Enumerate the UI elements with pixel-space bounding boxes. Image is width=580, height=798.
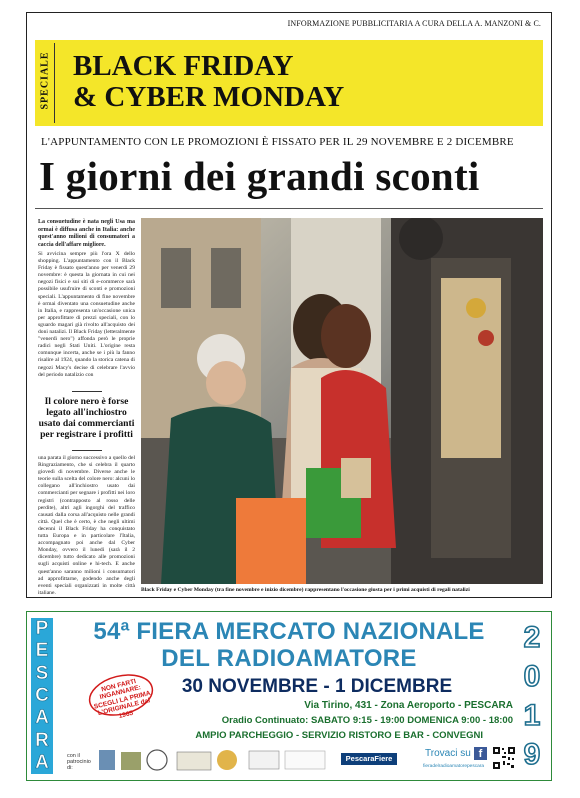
year-digit: 0	[523, 659, 541, 693]
pescara-letter: C	[35, 684, 49, 706]
pull-quote-rule-top	[72, 391, 102, 392]
banner-title-line2: & CYBER MONDAY	[73, 81, 345, 113]
info-line: INFORMAZIONE PUBBLICITARIA A CURA DELLA A. MANZONI & C.	[287, 19, 541, 28]
year-vertical	[518, 618, 546, 774]
speciale-label	[40, 43, 55, 123]
trovaci-url: fieradelradioamatorepescara	[423, 764, 485, 769]
pull-quote-rule-bottom	[72, 450, 102, 451]
year-digit: 1	[523, 698, 541, 732]
year-digit: 2	[523, 620, 541, 654]
patronage-label: con il patrocinio di:	[67, 753, 91, 771]
ad-title-line2: DEL RADIOAMATORE	[161, 645, 417, 672]
ad-dates: 30 NOVEMBRE - 1 DICEMBRE	[181, 676, 453, 697]
subheadline: L'APPUNTAMENTO CON LE PROMOZIONI È FISSATO PER IL 29 NOVEMBRE E 2 DICEMBRE	[41, 136, 514, 148]
headline: I giorni dei grandi sconti	[39, 153, 480, 199]
pescara-letter: P	[35, 618, 49, 640]
article-body-part1: Si avvicina sempre più l'ora X dello shopping. L'appuntamento con il Black Friday è fissato quest'anno per venerdì 29 novembre: è questa la giornata in cui nei negozi fisici e sui siti di e-commerce sarà possibile usufruire di sconti e promozioni speciali. L'appuntamento di fine novembre è ormai diventato una consuetudine anche in Italia, e rappresenta un'occasione unica per approfittare di prezzi speciali, con lo sguardo magari già rivolto all'acquisto dei doni natalizi. Il Black Friday (letteralmente "venerdì nero") affonda però le proprie radici negli Stati Uniti. L'origine resta comunque incerta, anche se i più la fanno risalire al 1924, quando la storica catena di negozi Macy's decise di celebrare l'avvio del periodo natalizio con	[38, 251, 135, 378]
speciale-text: SPECIALE	[39, 51, 51, 110]
pescara-fiere-logo: PescaraFiere	[341, 753, 397, 765]
year-digit: 9	[523, 737, 541, 771]
banner-title-line1: BLACK FRIDAY	[73, 50, 294, 82]
article-body-part2: una parata il giorno successivo a quello del Ringraziamento, che si celebra il quarto giovedì di novembre. Diverse anche le teorie sulla scelta del colore nero: alcuni lo collegano all'inchiostro usato dai commercianti per segnare i profitti nei loro registri (contrapposto al rosso delle perdite), altri agli ingorghi del traffico causati dalla corsa all'acquisto nelle grandi città. Quel che è certo, è che negli ultimi decenni il Black Friday ha conquistato tutta Europa e in particolare l'Italia, accompagnato poi anche dal Cyber Monday, ovvero il lunedì (sarà il 2 dicembre) tutto dedicato alle promozioni sugli acquisti online e hi-tech. E anche quest'anno saranno milioni i consumatori ad approfittarne, godendo anche degli eventi speciali organizzati in molte città italiane.	[38, 455, 135, 596]
pescara-letter: E	[35, 640, 49, 662]
ad-title-line1: 54ª FIERA MERCATO NAZIONALE	[93, 618, 485, 645]
qr-code-icon	[492, 746, 516, 770]
pescara-letter: A	[35, 751, 49, 773]
newspaper-page	[26, 12, 552, 598]
pescara-letter: S	[35, 662, 49, 684]
facebook-icon: f	[474, 747, 487, 760]
pescara-vertical	[31, 618, 53, 774]
ad-address: Via Tirino, 431 - Zona Aeroporto - PESCARA	[304, 700, 513, 711]
shopping-photo	[141, 218, 543, 584]
trovaci-label: Trovaci su	[425, 748, 471, 759]
ad-hours: Oradio Continuato: SABATO 9:15 - 19:00 DOMENICA 9:00 - 18:00	[221, 715, 513, 726]
pescara-letter: R	[35, 729, 49, 751]
photo-caption: Black Friday e Cyber Monday (tra fine novembre e inizio dicembre) rappresentano l'occasione giusta per i primi acquisti di regali natalizi	[141, 587, 470, 593]
divider	[35, 208, 543, 209]
radio-fair-ad	[26, 611, 552, 781]
pull-quote: Il colore nero è forse legato all'inchiostro usato dai commercianti per registrare i profitti	[38, 396, 135, 440]
sponsor-logos	[99, 746, 339, 774]
pescara-letter: A	[35, 707, 49, 729]
ad-services: AMPIO PARCHEGGIO - SERVIZIO RISTORO E BAR - CONVEGNI	[195, 730, 483, 741]
article-lead: La consuetudine è nata negli Usa ma ormai è diffusa anche in Italia: anche quest'anno milioni di consumatori a caccia dell'affare migliore.	[38, 219, 135, 248]
banner-title	[73, 51, 344, 113]
stamp-text: NON FARTI INGANNARE: SCEGLI LA PRIMA L'ORIGINALE dal 1965	[93, 678, 152, 720]
